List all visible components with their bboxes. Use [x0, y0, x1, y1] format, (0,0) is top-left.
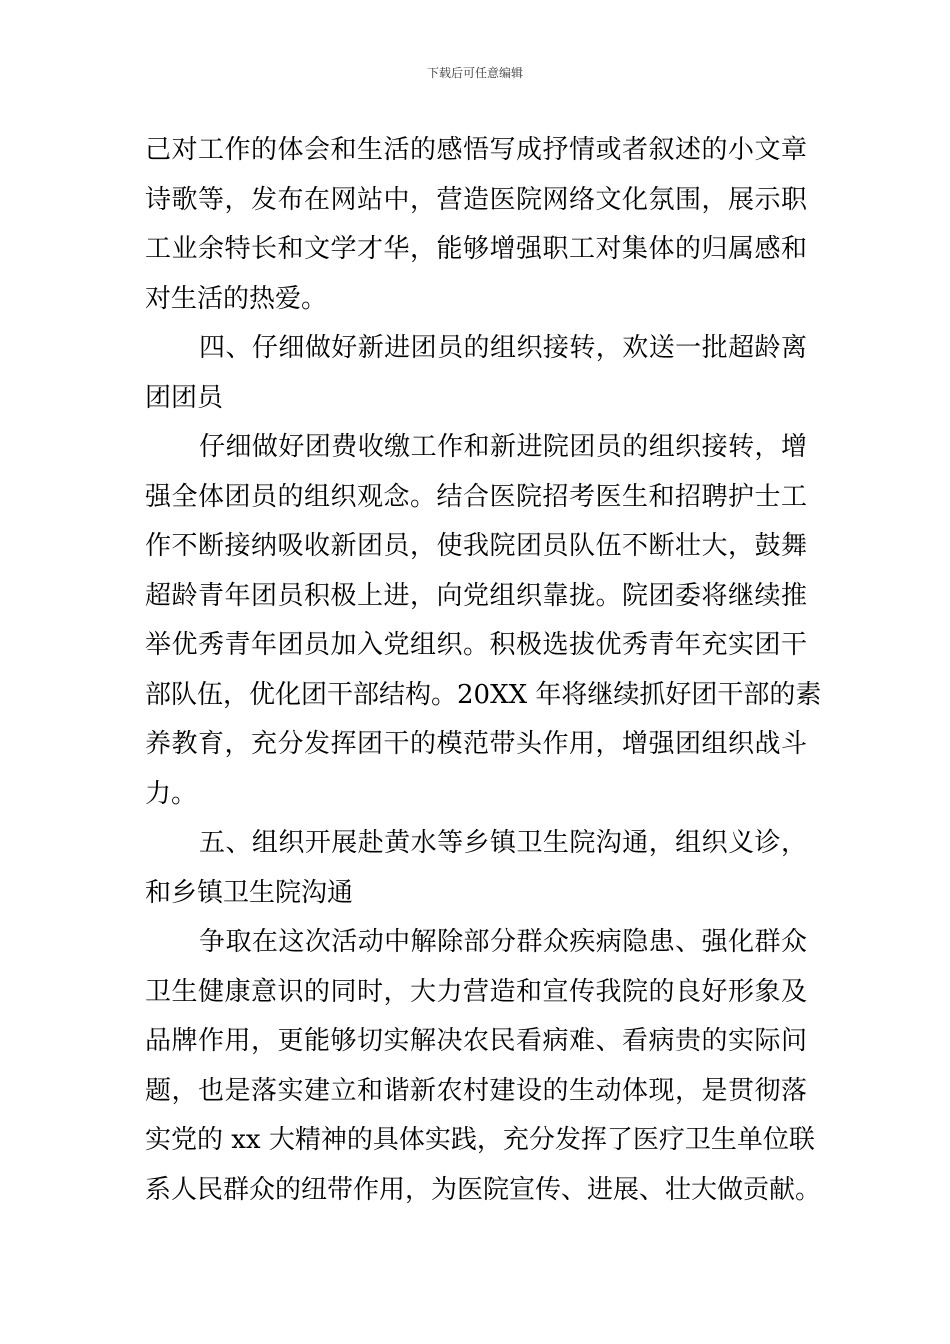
document-body: [145, 126, 822, 1215]
text-line: 强全体团员的组织观念。结合医院招考医生和招聘护士工: [145, 481, 807, 512]
text-line: 己对工作的体会和生活的感悟写成抒情或者叙述的小文章: [145, 135, 807, 165]
text-line: 卫生健康意识的同时，大力营造和宣传我院的良好形象及: [145, 976, 807, 1007]
text-line: 举优秀青年团员加入党组织。积极选拔优秀青年充实团干: [145, 630, 807, 660]
text-line: 对生活的热爱。: [145, 283, 328, 314]
text-line: 四、仔细做好新进团员的组织接转，欢送一批超龄离: [199, 333, 807, 363]
text-line: 诗歌等，发布在网站中，营造医院网络文化氛围，展示职: [145, 184, 807, 215]
page-header-note: 下载后可任意编辑: [426, 66, 523, 80]
text-line: 养教育，充分发挥团干的模范带头作用，增强团组织战斗: [145, 729, 807, 759]
text-line: 五、组织开展赴黄水等乡镇卫生院沟通，组织义诊，: [199, 828, 807, 858]
text-line: 力。: [145, 778, 198, 809]
text-line: 品牌作用，更能够切实解决农民看病难、看病贵的实际问: [145, 1026, 807, 1056]
text-line: 实党的 xx 大精神的具体实践，充分发挥了医疗卫生单位联: [145, 1125, 815, 1155]
text-line: 作不断接纳吸收新团员，使我院团员队伍不断壮大，鼓舞: [145, 531, 807, 561]
text-line: 争取在这次活动中解除部分群众疾病隐患、强化群众: [199, 927, 807, 957]
text-line: 系人民群众的纽带作用，为医院宣传、进展、壮大做贡献。: [145, 1174, 822, 1205]
text-line: 部队伍，优化团干部结构。20XX 年将继续抓好团干部的素: [145, 679, 822, 710]
text-line: 超龄青年团员积极上进，向党组织靠拢。院团委将继续推: [145, 580, 807, 611]
text-line: 工业余特长和文学才华，能够增强职工对集体的归属感和: [145, 234, 807, 264]
text-line: 和乡镇卫生院沟通: [145, 877, 354, 908]
text-line: 团团员: [145, 382, 224, 413]
text-line: 仔细做好团费收缴工作和新进院团员的组织接转，增: [199, 432, 807, 462]
text-line: 题，也是落实建立和谐新农村建设的生动体现，是贯彻落: [145, 1075, 807, 1106]
